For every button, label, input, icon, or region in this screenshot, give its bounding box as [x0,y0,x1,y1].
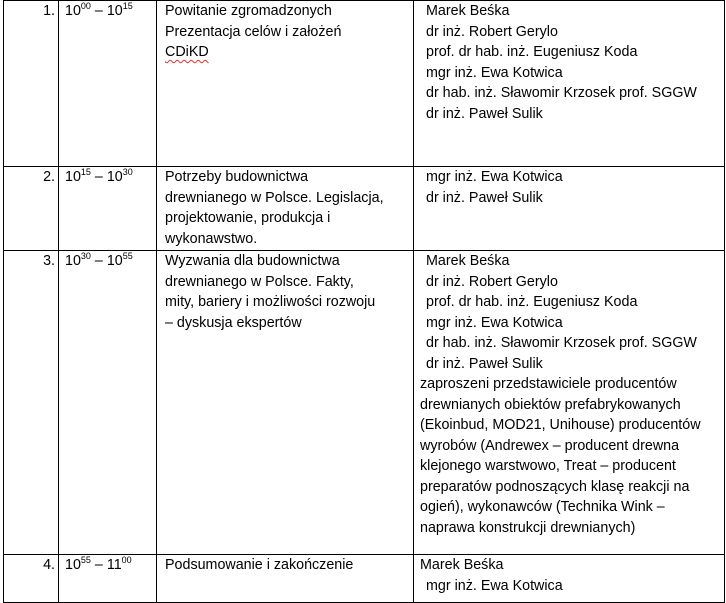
person-name: dr inż. Robert Gerylo [426,23,558,40]
row-number: 1. [43,3,55,19]
person-name: prof. dr hab. inż. Eugeniusz Koda [426,44,638,60]
time-cell [59,1,157,167]
people-cell [414,167,725,251]
agenda-table [3,0,725,603]
agenda-row [4,1,725,167]
person-name: Marek Beśka [426,3,510,19]
invitees-text: preparatów podnoszących klasę reakcji na [420,478,690,495]
invitees-text: drewnianych obiektów prefabrykowanych [420,396,681,413]
agenda-row [4,251,725,555]
time-cell [59,167,157,251]
invitees-text: naprawa konstrukcji drewnianych) [420,519,636,536]
topic-line: drewnianego w Polsce. Legislacja, [165,189,384,206]
person-name: prof. dr hab. inż. Eugeniusz Koda [426,294,638,310]
invitees-text: klejonego warstwowo, Treat – producent [420,458,676,474]
topic-line: Potrzeby budownictwa [165,169,309,185]
topic-cell [157,167,414,251]
person-name: mgr inż. Ewa Kotwica [426,169,563,185]
topic-line: Podsumowanie i zakończenie [165,557,354,573]
person-name: Marek Beśka [426,253,510,269]
topic-cell [157,555,414,603]
topic-line: projektowanie, produkcja i [165,210,331,226]
person-name: mgr inż. Ewa Kotwica [426,64,563,81]
row-number: 4. [43,557,55,573]
invitees-text: ogień), wykonawców (Technika Wink – [420,499,665,515]
people-cell [414,251,725,555]
people-cell [414,1,725,167]
topic-line: Wyzwania dla budownictwa [165,253,340,269]
person-name: dr inż. Robert Gerylo [426,273,558,290]
person-name: dr hab. inż. Sławomir Krzosek prof. SGGW [426,85,697,101]
person-name: mgr inż. Ewa Kotwica [426,314,563,331]
invitees-text: wyrobów (Andrewex – producent drewna [420,437,680,454]
topic-line: mity, bariery i możliwości rozwoju [165,294,376,310]
person-name: Marek Beśka [420,557,504,573]
row-number-cell [4,555,59,603]
topic-line: Powitanie zgromadzonych [165,3,332,19]
row-number-cell [4,251,59,555]
invitees-text: zaproszeni przedstawiciele producentów [420,376,677,392]
person-name: mgr inż. Ewa Kotwica [426,577,563,594]
time-cell [59,555,157,603]
time-range: $10^{00} - 10^{15}$ [65,1,133,19]
person-name: dr inż. Paweł Sulik [426,189,543,206]
row-number-cell [4,1,59,167]
time-range: $10^{15} - 10^{30}$ [65,167,133,185]
agenda-row [4,167,725,251]
time-range: $10^{55} - 11^{00}$ [65,555,132,573]
topic-line: – dyskusja ekspertów [165,314,302,331]
person-name: dr inż. Paweł Sulik [426,105,543,122]
topic-cell [157,1,414,167]
row-number: 2. [43,169,55,185]
person-name: dr inż. Paweł Sulik [426,355,543,372]
invitees-text: (Ekoinbud, MOD21, Unihouse) producentów [420,417,701,433]
topic-line: drewnianego w Polsce. Fakty, [165,273,354,290]
topic-cell [157,251,414,555]
people-cell [414,555,725,603]
person-name: dr hab. inż. Sławomir Krzosek prof. SGGW [426,335,697,351]
time-range: $10^{30} - 10^{55}$ [65,251,133,269]
row-number: 3. [43,253,55,269]
topic-line: CDiKD [165,44,209,60]
topic-line: Prezentacja celów i założeń [165,23,342,40]
time-cell [59,251,157,555]
agenda-row [4,555,725,603]
row-number-cell [4,167,59,251]
topic-line: wykonawstwo. [165,230,258,247]
